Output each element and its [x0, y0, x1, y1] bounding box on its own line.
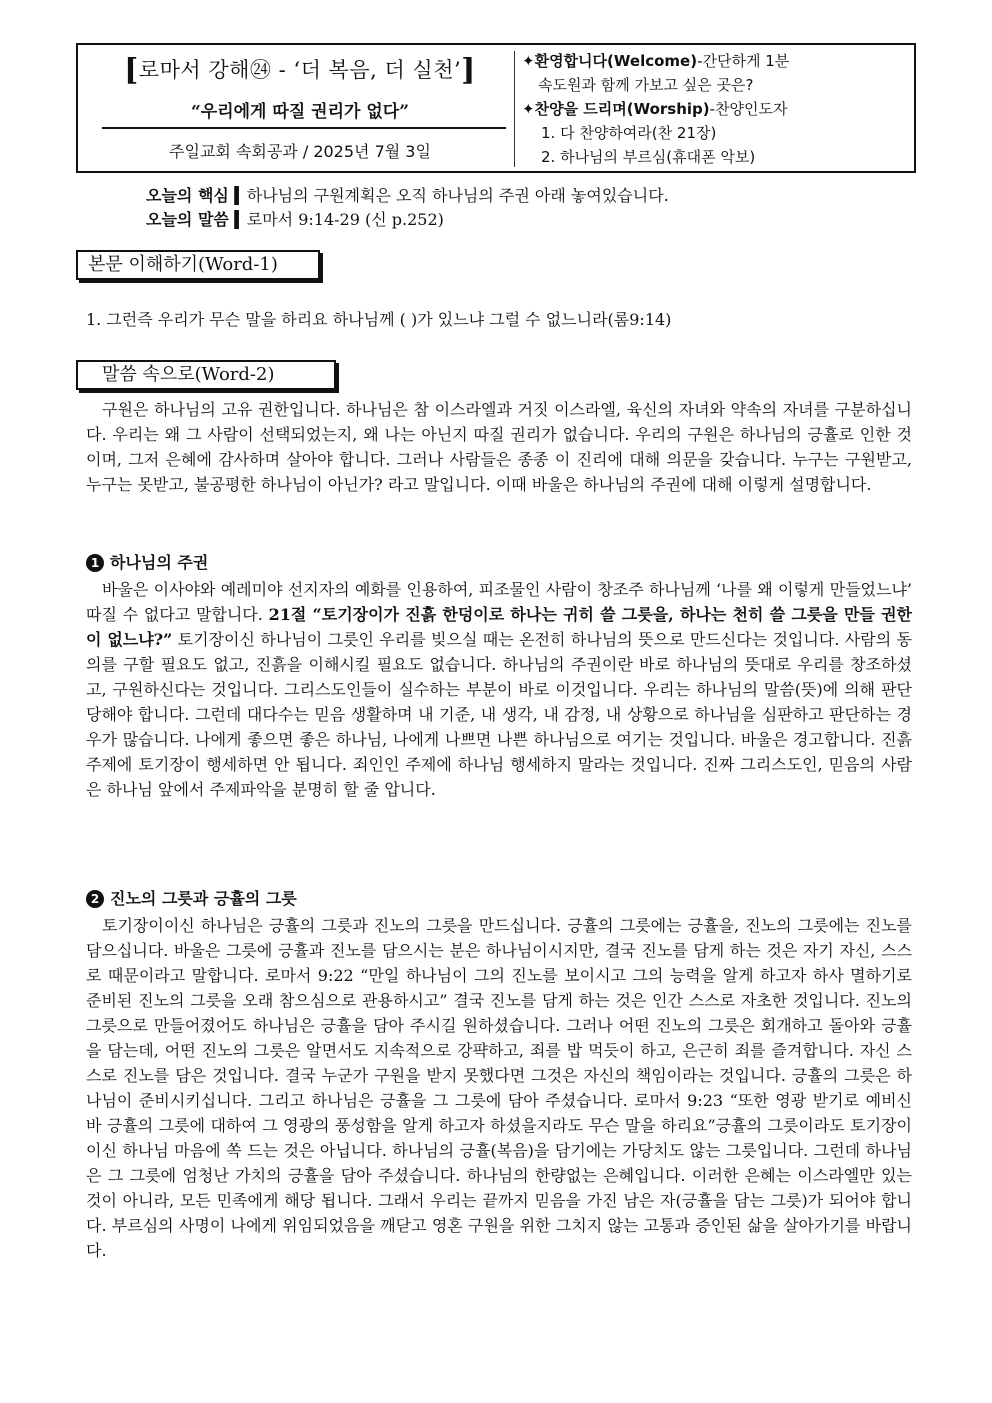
worship-line	[522, 97, 912, 121]
cross-star-icon: ✦	[522, 52, 535, 70]
welcome-question: 속도원과 함께 가보고 싶은 곳은?	[538, 76, 754, 94]
point1-text-a: 바울은 이사야와 예레미야 선지자의 예화를 인용하여, 피조물인 사람이 창조주 하나님께 ‘나를 왜 이렇게 만들었느냐’ 따질 수 없다고 말합니다.	[86, 580, 912, 624]
welcome-text: -간단하게 1분	[697, 52, 790, 70]
verse-label: 오늘의 말씀	[146, 210, 229, 229]
worship-label: 찬양을 드리며(Worship)	[534, 100, 710, 118]
welcome-label: 환영합니다(Welcome)	[534, 52, 698, 70]
point2-number-icon: 2	[86, 890, 104, 908]
verse-line	[146, 208, 906, 232]
point2-title: 진노의 그릇과 긍휼의 그릇	[110, 889, 297, 908]
bracket-right: ]	[461, 53, 476, 88]
welcome-line	[522, 49, 912, 73]
point2-paragraph: 토기장이이신 하나님은 긍휼의 그릇과 진노의 그릇을 만드십니다. 긍휼의 그릇에는 긍휼을, 진노의 그릇에는 진노를 담으십니다. 바울은 그릇에 긍휼과 진노를 담으시는 분은 하나님이시지만, 결국 진노를 담게 하는 것은 자기 자신, 스스로 때문이라고 말합니다. 로마서 9:22 “만일 하나님이 그의 진노를 보이시고 그의 능력을 알게 하고자 하사 멸하기로 준비된 진노의 그릇을 오래 참으심으로 관용하시고” 결국 진노를 담게 하는 것은 인간 스스로 자초한 것입니다. 진노의 그릇으로 만들어졌어도 하나님은 긍휼을 담아 주시길 원하셨습니다. 그러나 어떤 진노의 그릇은 회개하고 돌아와 긍휼을 담는데, 어떤 진노의 그릇은 알면서도 지속적으로 강퍅하고, 죄를 밥 먹듯이 하고, 은근히 죄를 즐겨합니다. 자신 스스로 진노를 담은 것입니다. 결국 누군가 구원을 받지 못했다면 그것은 자신의 책임이라는 것입니다. 긍휼의 그릇은 하나님이 준비시키십니다. 그리고 하나님은 긍휼을 그 그릇에 담아 주셨습니다. 로마서 9:23 “또한 영광 받기로 예비신 바 긍휼의 그릇에 대하여 그 영광의 풍성함을 알게 하고자 하셨을지라도 무슨 말을 하리요”긍휼의 그릇이라도 토기장이이신 하나님 마음에 쏙 드는 것은 아닙니다. 하나님의 긍휼(복음)을 담기에는 가당치도 않는 그릇입니다. 그런데 하나님은 그 그릇에 엄청난 가치의 긍휼을 담아 주셨습니다. 하나님의 한량없는 은혜입니다. 이러한 은혜는 이스라엘만 있는 것이 아니라, 모든 민족에게 해당 됩니다. 그래서 우리는 끝까지 믿음을 가진 남은 자(긍휼을 담는 그릇)가 되어야 합니다. 부르심의 사명이 나에게 위임되었음을 깨닫고 영혼 구원을 위한 그치지 않는 고통과 증인된 삶을 살아가기를 바랍니다.	[86, 916, 912, 1260]
bar-icon: ▍	[228, 186, 247, 205]
point1-number-icon: 1	[86, 554, 104, 572]
date-line: 주일교회 속회공과 / 2025년 7월 3일	[169, 142, 431, 161]
key-line	[146, 184, 906, 208]
title-quote: ‘더 복음, 더 실천’	[293, 58, 462, 82]
point1-title: 하나님의 주권	[110, 553, 209, 572]
core-summary	[146, 184, 906, 232]
section-label-word2: 말씀 속으로(Word-2)	[76, 360, 336, 390]
intro-paragraph: 구원은 하나님의 고유 권한입니다. 하나님은 참 이스라엘과 거짓 이스라엘, 육신의 자녀와 약속의 자녀를 구분하십니다. 우리는 왜 그 사람이 선택되었는지, 왜 나는 아닌지 따질 권리가 없습니다. 우리의 구원은 하나님의 긍휼로 인한 것이며, 그저 은혜에 감사하며 살아야 합니다. 그러나 사람들은 종종 이 진리에 대해 의문을 갖습니다. 누구는 구원받고, 누구는 못받고, 불공평한 하나님이 아닌가? 라고 말입니다. 이때 바울은 하나님의 주권에 대해 이렇게 설명합니다.	[86, 400, 912, 494]
point2-heading	[86, 887, 297, 911]
worship-text: -찬양인도자	[709, 100, 788, 118]
song-item: 1. 다 찬양하여라(찬 21장)	[541, 124, 717, 142]
header-box	[76, 43, 916, 173]
bracket-left: [	[124, 53, 139, 88]
lesson-subtitle: “우리에게 따질 권리가 없다”	[191, 102, 409, 122]
title-panel	[78, 45, 514, 171]
cross-star-icon: ✦	[522, 100, 535, 118]
title-divider	[102, 127, 506, 129]
point1-paragraph	[86, 577, 912, 802]
verse-text: 로마서 9:14-29 (신 p.252)	[246, 210, 444, 229]
bar-icon: ▍	[228, 210, 247, 229]
section-label-word1: 본문 이해하기(Word-1)	[76, 250, 320, 280]
point1-heading	[86, 551, 208, 575]
song-item: 2. 하나님의 부르심(휴대폰 악보)	[541, 148, 756, 166]
point1-text-b: 토기장이신 하나님이 그릇인 우리를 빚으실 때는 온전히 하나님의 뜻으로 만드신다는 것입니다. 사람의 동의를 구할 필요도 없고, 진흙을 이해시킬 필요도 없습니다. 하나님의 주권이란 바로 하나님의 뜻대로 우리를 창조하셨고, 구원하신다는 것입니다. 그리스도인들이 실수하는 부분이 바로 이것입니다. 우리는 하나님의 말씀(뜻)에 의해 판단 당해야 합니다. 그런데 대다수는 믿음 생활하며 내 기준, 내 생각, 내 감정, 내 상황으로 하나님을 심판하고 판단하는 경우가 많습니다. 나에게 좋으면 좋은 하나님, 나에게 나쁘면 나쁜 하나님으로 여기는 것입니다. 바울은 경고합니다. 진흙 주제에 토기장이 행세하면 안 됩니다. 죄인인 주제에 하나님 행세하지 말라는 것입니다. 진짜 그리스도인, 믿음의 사람은 하나님 앞에서 주제파악을 분명히 할 줄 압니다.	[86, 630, 912, 799]
order-panel	[522, 49, 912, 169]
header-vertical-divider	[514, 51, 515, 167]
title-prefix: 로마서 강해㉔ -	[138, 58, 294, 82]
key-label: 오늘의 핵심	[146, 186, 229, 205]
question-1: 1. 그런즉 우리가 무슨 말을 하리요 하나님께 ( )가 있느냐 그럴 수 없느니라(롬9:14)	[86, 310, 672, 329]
point1-verse-quote: 21절 “토기장이가 진흙 한덩이로 하나는 귀히 쓸 그릇을, 하나는 천히 쓸 그릇을 만들 권한이 없느냐?”	[86, 605, 912, 649]
key-text: 하나님의 구원계획은 오직 하나님의 주권 아래 놓여있습니다.	[246, 186, 669, 205]
lesson-title	[100, 53, 500, 88]
